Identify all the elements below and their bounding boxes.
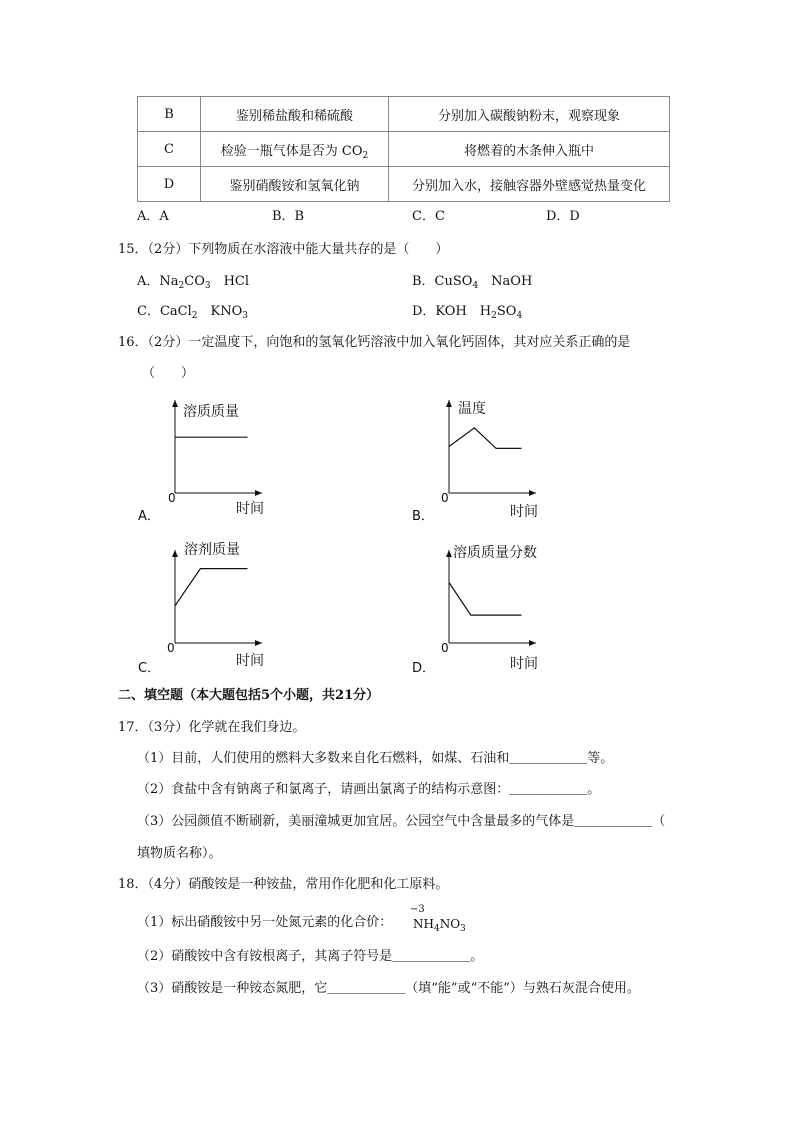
y-axis-label: 溶剂质量 (184, 542, 240, 558)
q18-part3: （3）硝酸铵是一种铵态氮肥，它＿＿＿＿＿＿（填“能”或“不能”）与熟石灰混合使用。 (137, 981, 640, 996)
chart-option-label: A． (138, 509, 160, 524)
q15-stem: 15．（2分）下列物质在水溶液中能大量共存的是（ ） (118, 242, 449, 257)
chart-option-label: B． (412, 509, 434, 524)
subscript: 2 (362, 150, 369, 161)
x-axis-arrow (255, 490, 262, 496)
x-axis-label: 时间 (236, 501, 264, 517)
q15-option-a: A．$Na_2CO_3$ HCl (137, 274, 250, 291)
q15-option-d: D．KOH $H_2SO_4$ (412, 304, 523, 321)
chart-option-label: C． (138, 661, 161, 676)
q15-option-c: C．CaCl$_2$ $KNO_3$ (137, 304, 248, 321)
y-axis-arrow (172, 550, 178, 557)
q17-part3-cont: 填物质名称）。 (137, 846, 222, 861)
origin-label: 0 (441, 641, 449, 655)
x-axis-arrow (255, 640, 262, 646)
series-line (449, 583, 522, 616)
origin-label: 0 (441, 491, 449, 505)
table-cell-key: D (138, 167, 201, 202)
experiment-text: 检验一瓶气体是否为 CO (220, 143, 363, 159)
series-line (175, 569, 248, 606)
table-cell-method: 分别加入碳酸钠粉末，观察现象 (389, 97, 670, 132)
q14-option-b: B．B (272, 209, 305, 224)
q15-option-b: B．CuSO$_4$ NaOH (412, 274, 533, 291)
origin-label: 0 (168, 491, 176, 505)
y-axis-label: 溶质质量分数 (453, 545, 537, 561)
valence-mark: −3 (410, 904, 425, 915)
q17-part3: （3）公园颜值不断刷新，美丽潼城更加宜居。公园空气中含量最多的气体是＿＿＿＿＿＿（ (137, 814, 666, 829)
q14-option-d: D．D (546, 209, 580, 224)
q18-part2: （2）硝酸铵中含有铵根离子，其离子符号是＿＿＿＿＿＿。 (137, 949, 484, 964)
y-axis-label: 溶质质量 (183, 404, 239, 420)
y-axis-arrow (446, 550, 452, 557)
table-cell-experiment: 鉴别硝酸铵和氢氧化钠 (201, 167, 389, 202)
x-axis-arrow (529, 640, 536, 646)
q17-part1: （1）目前，人们使用的燃料大多数来自化石燃料，如煤、石油和＿＿＿＿＿＿等。 (137, 751, 614, 766)
chart-option-label: D． (412, 661, 436, 676)
y-axis-arrow (172, 400, 178, 407)
table-cell-key: C (138, 132, 201, 167)
series-line (449, 428, 522, 449)
x-axis-label: 时间 (510, 656, 538, 672)
nh4no3-formula: $NH_4NO_3$ (413, 917, 466, 934)
q18-stem: 18．（4分）硝酸铵是一种铵盐，常用作化肥和化工原料。 (118, 877, 449, 892)
q16-stem: 16．（2分）一定温度下，向饱和的氢氧化钙溶液中加入氧化钙固体，其对应关系正确的是 (118, 335, 631, 350)
table-cell-key: B (138, 97, 201, 132)
origin-label: 0 (167, 641, 175, 655)
q14-option-c: C．C (412, 209, 445, 224)
q16-paren: （ ） (142, 366, 195, 381)
y-axis-arrow (446, 400, 452, 407)
x-axis-label: 时间 (236, 653, 264, 669)
q18-part1: （1）标出硝酸铵中另一处氮元素的化合价： (137, 915, 393, 930)
q14-option-a: A．A (137, 209, 169, 224)
q17-stem: 17．（3分）化学就在我们身边。 (118, 720, 306, 735)
table-cell-method: 将燃着的木条伸入瓶中 (389, 132, 670, 167)
table-cell-method: 分别加入水，接触容器外壁感觉热量变化 (389, 167, 670, 202)
table-cell-experiment: 鉴别稀盐酸和稀硫酸 (201, 97, 389, 132)
q17-part2: （2）食盐中含有钠离子和氯离子，请画出氯离子的结构示意图：＿＿＿＿＿＿。 (137, 782, 601, 797)
section-title: 二、填空题（本大题包括5个小题，共21分） (118, 688, 380, 703)
y-axis-label: 温度 (458, 401, 486, 417)
x-axis-arrow (529, 490, 536, 496)
x-axis-label: 时间 (510, 504, 538, 520)
